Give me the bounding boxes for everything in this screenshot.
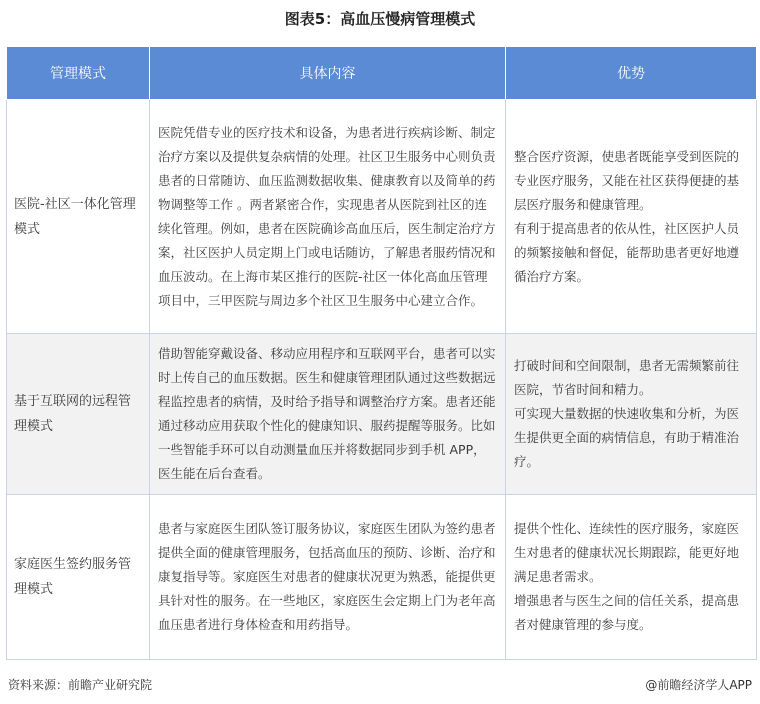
- table-row: [7, 334, 757, 495]
- advantages-cell: [506, 100, 757, 334]
- mode-cell: 家庭医生签约服务管理模式: [7, 495, 150, 660]
- table-row: [7, 495, 757, 660]
- header-content: 具体内容: [150, 47, 506, 100]
- header-advantages: 优势: [506, 47, 757, 100]
- header-mode: 管理模式: [7, 47, 150, 100]
- advantage-item: 增强患者与医生之间的信任关系，提高患者对健康管理的参与度。: [514, 593, 740, 632]
- advantage-item: 可实现大量数据的快速收集和分析，为医生提供更全面的病情信息，有助于精准治疗。: [514, 406, 740, 469]
- advantage-item: 提供个性化、连续性的医疗服务，家庭医生对患者的健康状况长期跟踪，能更好地满足患者需求。: [514, 521, 740, 584]
- source-note: 资料来源：前瞻产业研究院: [8, 678, 153, 692]
- mode-cell: 医院-社区一体化管理模式: [7, 100, 150, 334]
- advantage-item: 整合医疗资源，使患者既能享受到医院的专业医疗服务，又能在社区获得便捷的基层医疗服务和健康管理。: [514, 148, 740, 212]
- content-cell: 医院凭借专业的医疗技术和设备，为患者进行疾病诊断、制定治疗方案以及提供复杂病情的处理。社区卫生服务中心则负责患者的日常随访、血压监测数据收集、健康教育以及简单的药物调整等工作 。两者紧密合作，实现患者从医院到社区的连续化管理。例如，患者在医院确诊高血压后，医生制定治疗方案，社区医护人员定期上门或电话随访，了解患者服药情况和血压波动。在上海市某区推行的医院-社区一体化高血压管理项目中，三甲医院与周边多个社区卫生服务中心建立合作。: [150, 100, 506, 334]
- content-cell: 患者与家庭医生团队签订服务协议，家庭医生团队为签约患者提供全面的健康管理服务，包括高血压的预防、诊断、治疗和康复指导等。家庭医生对患者的健康状况更为熟悉，能提供更具针对性的服务。在一些地区，家庭医生会定期上门为老年高血压患者进行身体检查和用药指导。: [150, 495, 506, 660]
- mode-cell: 基于互联网的远程管理模式: [7, 334, 150, 495]
- brand-credit: @前瞻经济学人APP: [645, 678, 752, 692]
- table-header-row: [7, 47, 757, 100]
- advantage-item: 有利于提高患者的依从性，社区医护人员的频繁接触和督促，能帮助患者更好地遵循治疗方案。: [514, 220, 740, 284]
- advantage-item: 打破时间和空间限制，患者无需频繁前往医院，节省时间和精力。: [514, 358, 740, 397]
- advantages-cell: [506, 334, 757, 495]
- content-cell: 借助智能穿戴设备、移动应用程序和互联网平台，患者可以实时上传自己的血压数据。医生和健康管理团队通过这些数据远程监控患者的病情，及时给予指导和调整治疗方案。患者还能通过移动应用获取个性化的健康知识、服药提醒等服务。比如一些智能手环可以自动测量血压并将数据同步到手机 APP，医生能在后台查看。: [150, 334, 506, 495]
- advantages-cell: [506, 495, 757, 660]
- figure-title: 图表5：高血压慢病管理模式: [284, 10, 476, 28]
- management-mode-table: [6, 46, 757, 660]
- table-row: [7, 100, 757, 334]
